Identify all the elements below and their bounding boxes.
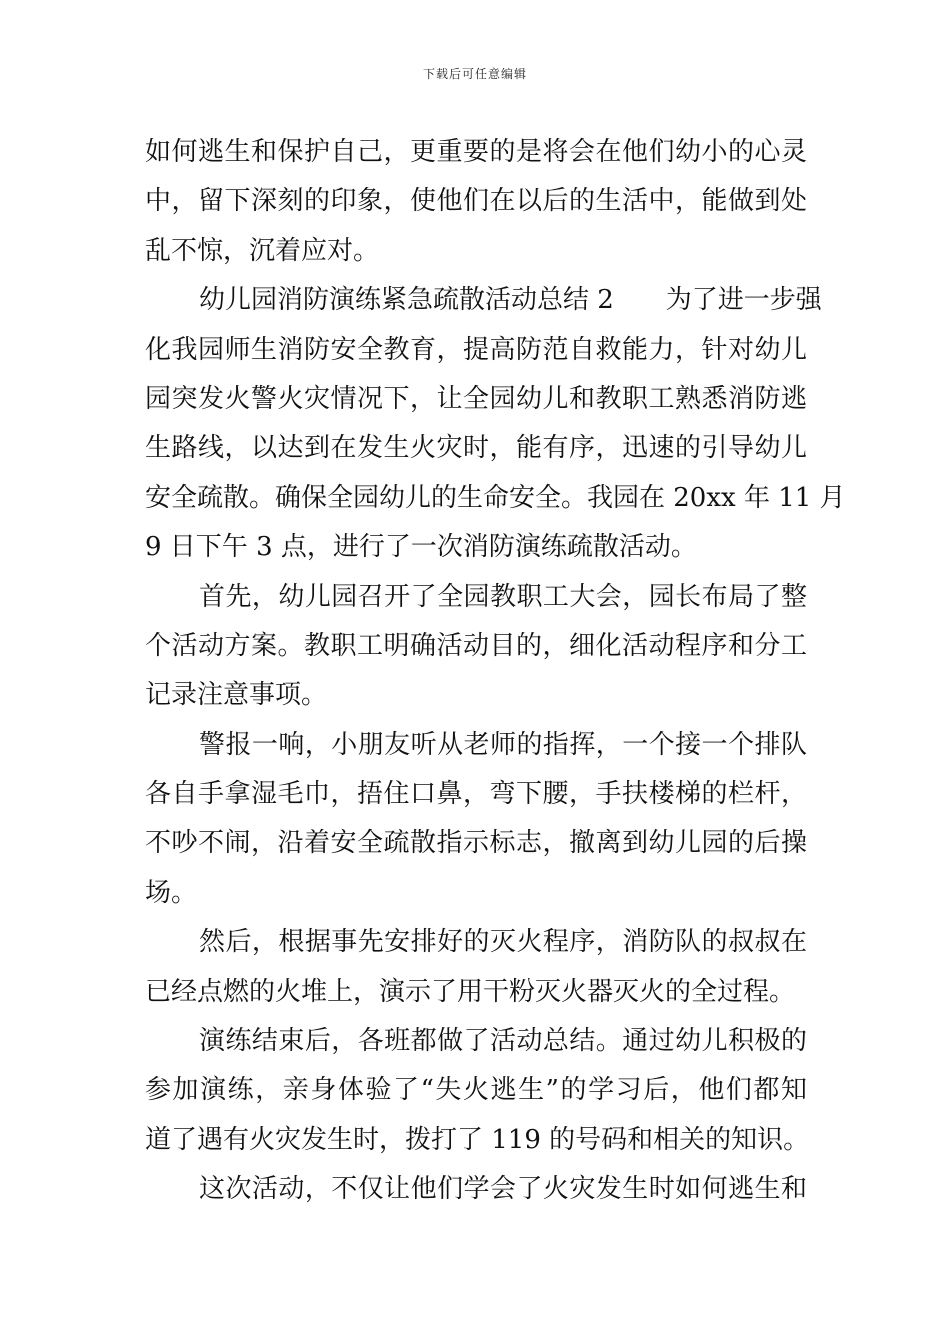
text-line: 生路线，以达到在发生火灾时，能有序，迅速的引导幼儿 xyxy=(145,433,807,464)
text-line: 各自手拿湿毛巾，捂住口鼻，弯下腰，手扶楼梯的栏杆， xyxy=(145,779,807,810)
text-line: 化我园师生消防安全教育，提高防范自救能力，针对幼儿 xyxy=(145,334,807,365)
text-line: 已经点燃的火堆上，演示了用干粉灭火器灭火的全过程。 xyxy=(145,976,796,1007)
page-header: 下载后可任意编辑 xyxy=(422,67,527,81)
text-line: 9 日下午 3 点，进行了一次消防演练疏散活动。 xyxy=(145,532,697,563)
text-line: 场。 xyxy=(145,877,198,908)
text-line: 不吵不闹，沿着安全疏散指示标志，撤离到幼儿园的后操 xyxy=(145,828,807,859)
text-line: 然后，根据事先安排好的灭火程序，消防队的叔叔在 xyxy=(199,927,807,958)
text-line: 幼儿园消防演练紧急疏散活动总结 2 为了进一步强 xyxy=(199,285,822,316)
text-line: 个活动方案。教职工明确活动目的，细化活动程序和分工 xyxy=(145,630,807,661)
text-line: 记录注意事项。 xyxy=(145,680,328,711)
text-line: 如何逃生和保护自己，更重要的是将会在他们幼小的心灵 xyxy=(145,137,807,167)
text-line: 园突发火警火灾情况下，让全园幼儿和教职工熟悉消防逃 xyxy=(145,383,807,414)
text-line: 安全疏散。确保全园幼儿的生命安全。我园在 20xx 年 11 月 xyxy=(145,482,846,513)
text-line: 道了遇有火灾发生时，拨打了 119 的号码和相关的知识。 xyxy=(145,1124,810,1155)
text-line: 首先，幼儿园召开了全园教职工大会，园长布局了整 xyxy=(199,581,807,612)
text-line: 参加演练，亲身体验了“失火逃生”的学习后，他们都知 xyxy=(145,1075,807,1106)
text-line: 中，留下深刻的印象，使他们在以后的生活中，能做到处 xyxy=(145,186,807,217)
text-line: 警报一响，小朋友听从老师的指挥，一个接一个排队 xyxy=(199,729,807,760)
text-line: 乱不惊，沉着应对。 xyxy=(145,235,380,266)
text-line: 演练结束后，各班都做了活动总结。通过幼儿积极的 xyxy=(199,1026,807,1057)
document-body xyxy=(145,128,846,1215)
text-line: 这次活动，不仅让他们学会了火灾发生时如何逃生和 xyxy=(199,1174,807,1205)
